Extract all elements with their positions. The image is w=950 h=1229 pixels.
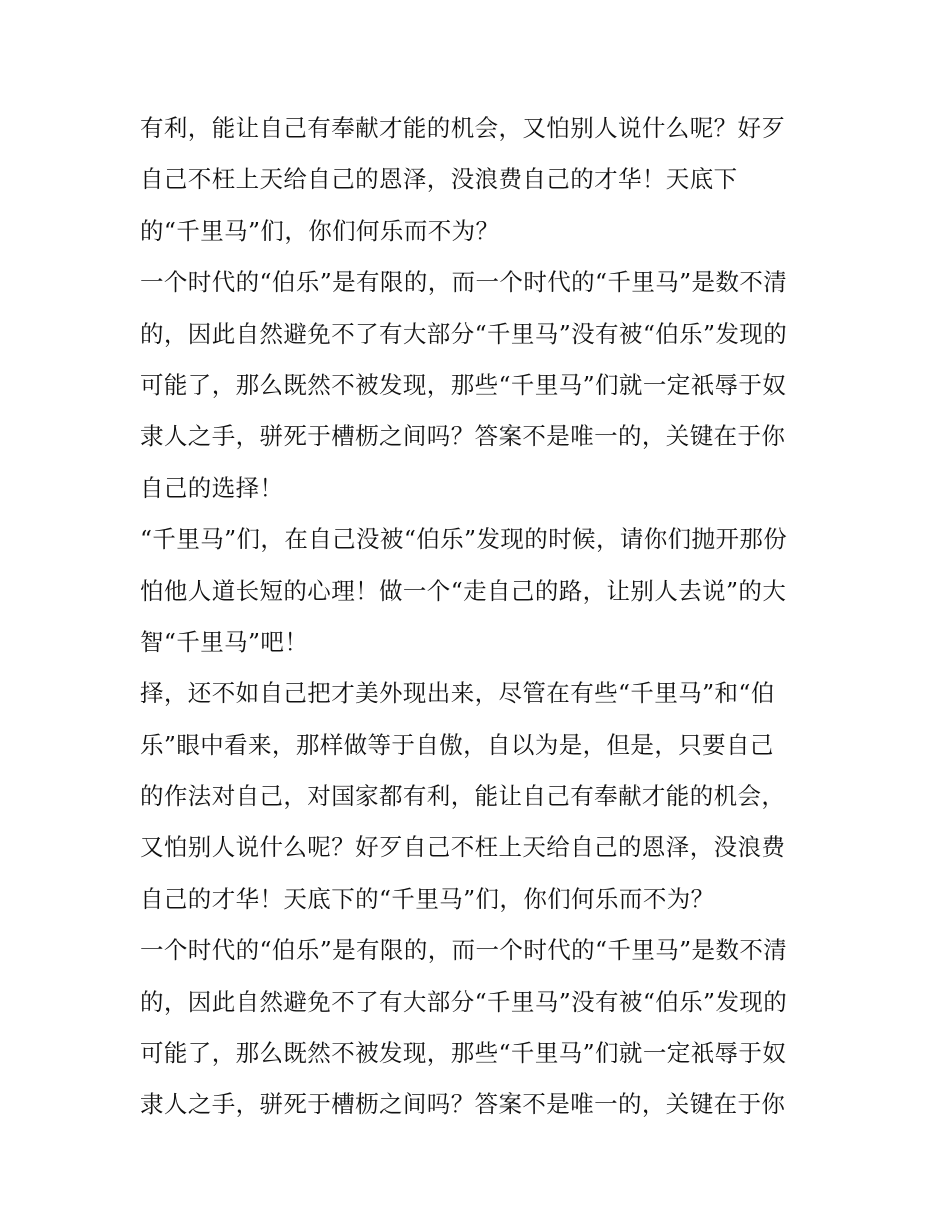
text-line: “千里马”们，在自己没被“伯乐”发现的时候，请你们抛开那份	[140, 525, 788, 554]
text-line: 乐”眼中看来，那样做等于自傲，自以为是，但是，只要自己	[140, 730, 774, 759]
text-line: 自己的才华！天底下的“千里马”们，你们何乐而不为？	[140, 884, 715, 913]
text-line: 自己不枉上天给自己的恩泽，没浪费自己的才华！天底下	[140, 165, 738, 194]
text-line: 一个时代的“伯乐”是有限的，而一个时代的“千里马”是数不清	[140, 936, 788, 965]
document-body	[140, 103, 820, 1131]
text-line: 的，因此自然避免不了有大部分“千里马”没有被“伯乐”发现的	[140, 987, 788, 1016]
text-line: 可能了，那么既然不被发现，那些“千里马”们就一定祇辱于奴	[140, 370, 787, 399]
text-line: 可能了，那么既然不被发现，那些“千里马”们就一定祇辱于奴	[140, 1039, 787, 1068]
text-line: 又怕别人说什么呢？好歹自己不枉上天给自己的恩泽，没浪费	[140, 833, 786, 862]
text-line: 择，还不如自己把才美外现出来，尽管在有些“千里马”和“伯	[140, 679, 775, 708]
text-line: 的“千里马”们，你们何乐而不为？	[140, 216, 500, 245]
text-line: 隶人之手，骈死于槽枥之间吗？答案不是唯一的，关键在于你	[140, 422, 786, 451]
text-line: 智“千里马”吧！	[140, 627, 309, 656]
text-line: 的作法对自己，对国家都有利，能让自己有奉献才能的机会，	[140, 782, 786, 811]
text-line: 自己的选择！	[140, 473, 284, 502]
text-line: 的，因此自然避免不了有大部分“千里马”没有被“伯乐”发现的	[140, 319, 788, 348]
text-line: 有利，能让自己有奉献才能的机会，又怕别人说什么呢？好歹	[140, 114, 786, 142]
text-line: 隶人之手，骈死于槽枥之间吗？答案不是唯一的，关键在于你	[140, 1090, 786, 1119]
text-line: 怕他人道长短的心理！做一个“走自己的路，让别人去说”的大	[140, 576, 787, 605]
text-line: 一个时代的“伯乐”是有限的，而一个时代的“千里马”是数不清	[140, 268, 788, 297]
